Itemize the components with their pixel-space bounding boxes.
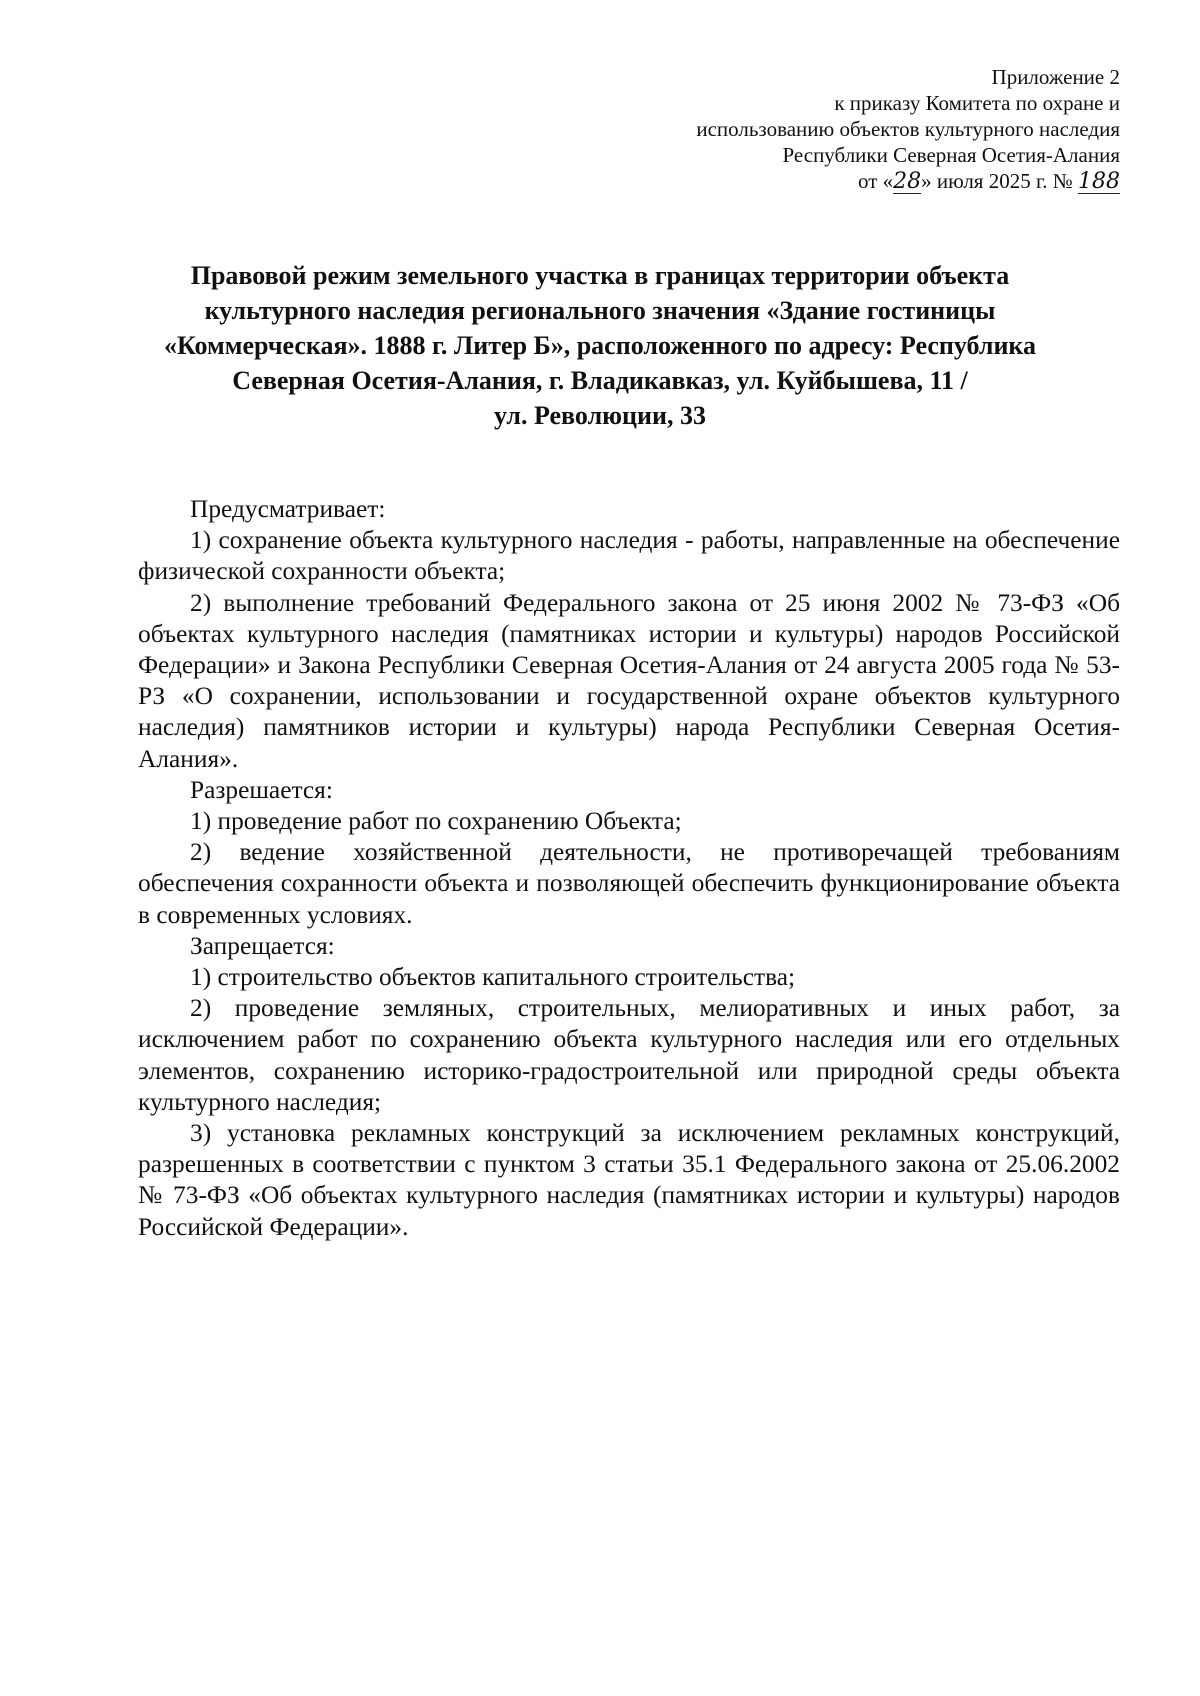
appendix-line: Приложение 2	[991, 65, 1120, 89]
forbidden-heading: Запрещается:	[190, 931, 335, 960]
appendix-line: использованию объектов культурного наследия	[696, 117, 1120, 141]
allowed-item-2: 2) ведение хозяйственной деятельности, не противоречащей требованиям обеспечения сохранности объекта и позволяющей обеспечить функционирование объекта в современных условиях.	[138, 838, 1120, 929]
date-prefix: от «	[858, 169, 894, 193]
appendix-header	[500, 64, 1120, 194]
appendix-line: к приказу Комитета по охране и	[834, 91, 1120, 115]
handwritten-day: 28	[893, 169, 922, 194]
forbidden-item-1: 1) строительство объектов капитального строительства;	[190, 963, 796, 992]
allowed-item-1: 1) проведение работ по сохранению Объекта;	[190, 807, 682, 836]
date-middle: » июля 2025 г. №	[921, 169, 1073, 193]
document-body	[138, 494, 1120, 1243]
provides-item-2: 2) выполнение требований Федерального закона от 25 июня 2002 № 73-ФЗ «Об объектах культурного наследия (памятниках истории и культуры) народов Российской Федерации» и Закона Республики Северная Осетия-Алания от 24 августа 2005 года № 53-РЗ «О сохранении, использовании и государственной охране объектов культурного наследия) памятников истории и культуры) народа Республики Северная Осетия-Алания».	[138, 588, 1120, 773]
appendix-line: Республики Северная Осетия-Алания	[782, 143, 1120, 167]
provides-heading: Предусматривает:	[190, 495, 386, 523]
document-title	[120, 258, 1080, 433]
title-line: ул. Революции, 33	[494, 401, 706, 430]
handwritten-order-number: 188	[1078, 169, 1120, 194]
provides-item-1: 1) сохранение объекта культурного наследия - работы, направленные на обеспечение физической сохранности объекта;	[138, 526, 1120, 586]
forbidden-item-2: 2) проведение земляных, строительных, мелиоративных и иных работ, за исключением работ по сохранению объекта культурного наследия или его отдельных элементов, сохранению историко-градостроительной или природной среды объекта культурного наследия;	[138, 994, 1120, 1116]
forbidden-item-3: 3) установка рекламных конструкций за исключением рекламных конструкций, разрешенных в соответствии с пунктом 3 статьи 35.1 Федерального закона от 25.06.2002 № 73-ФЗ «Об объектах культурного наследия (памятниках истории и культуры) народов Российской Федерации».	[138, 1119, 1120, 1241]
title-line: культурного наследия регионального значения «Здание гостиницы	[204, 296, 996, 325]
allowed-heading: Разрешается:	[190, 775, 333, 804]
title-line: Правовой режим земельного участка в границах территории объекта	[190, 261, 1010, 290]
title-line: «Коммерческая». 1888 г. Литер Б», расположенного по адресу: Республика	[163, 331, 1037, 360]
appendix-date-line	[500, 168, 1120, 194]
title-line: Северная Осетия-Алания, г. Владикавказ, ул. Куйбышева, 11 /	[232, 366, 968, 395]
